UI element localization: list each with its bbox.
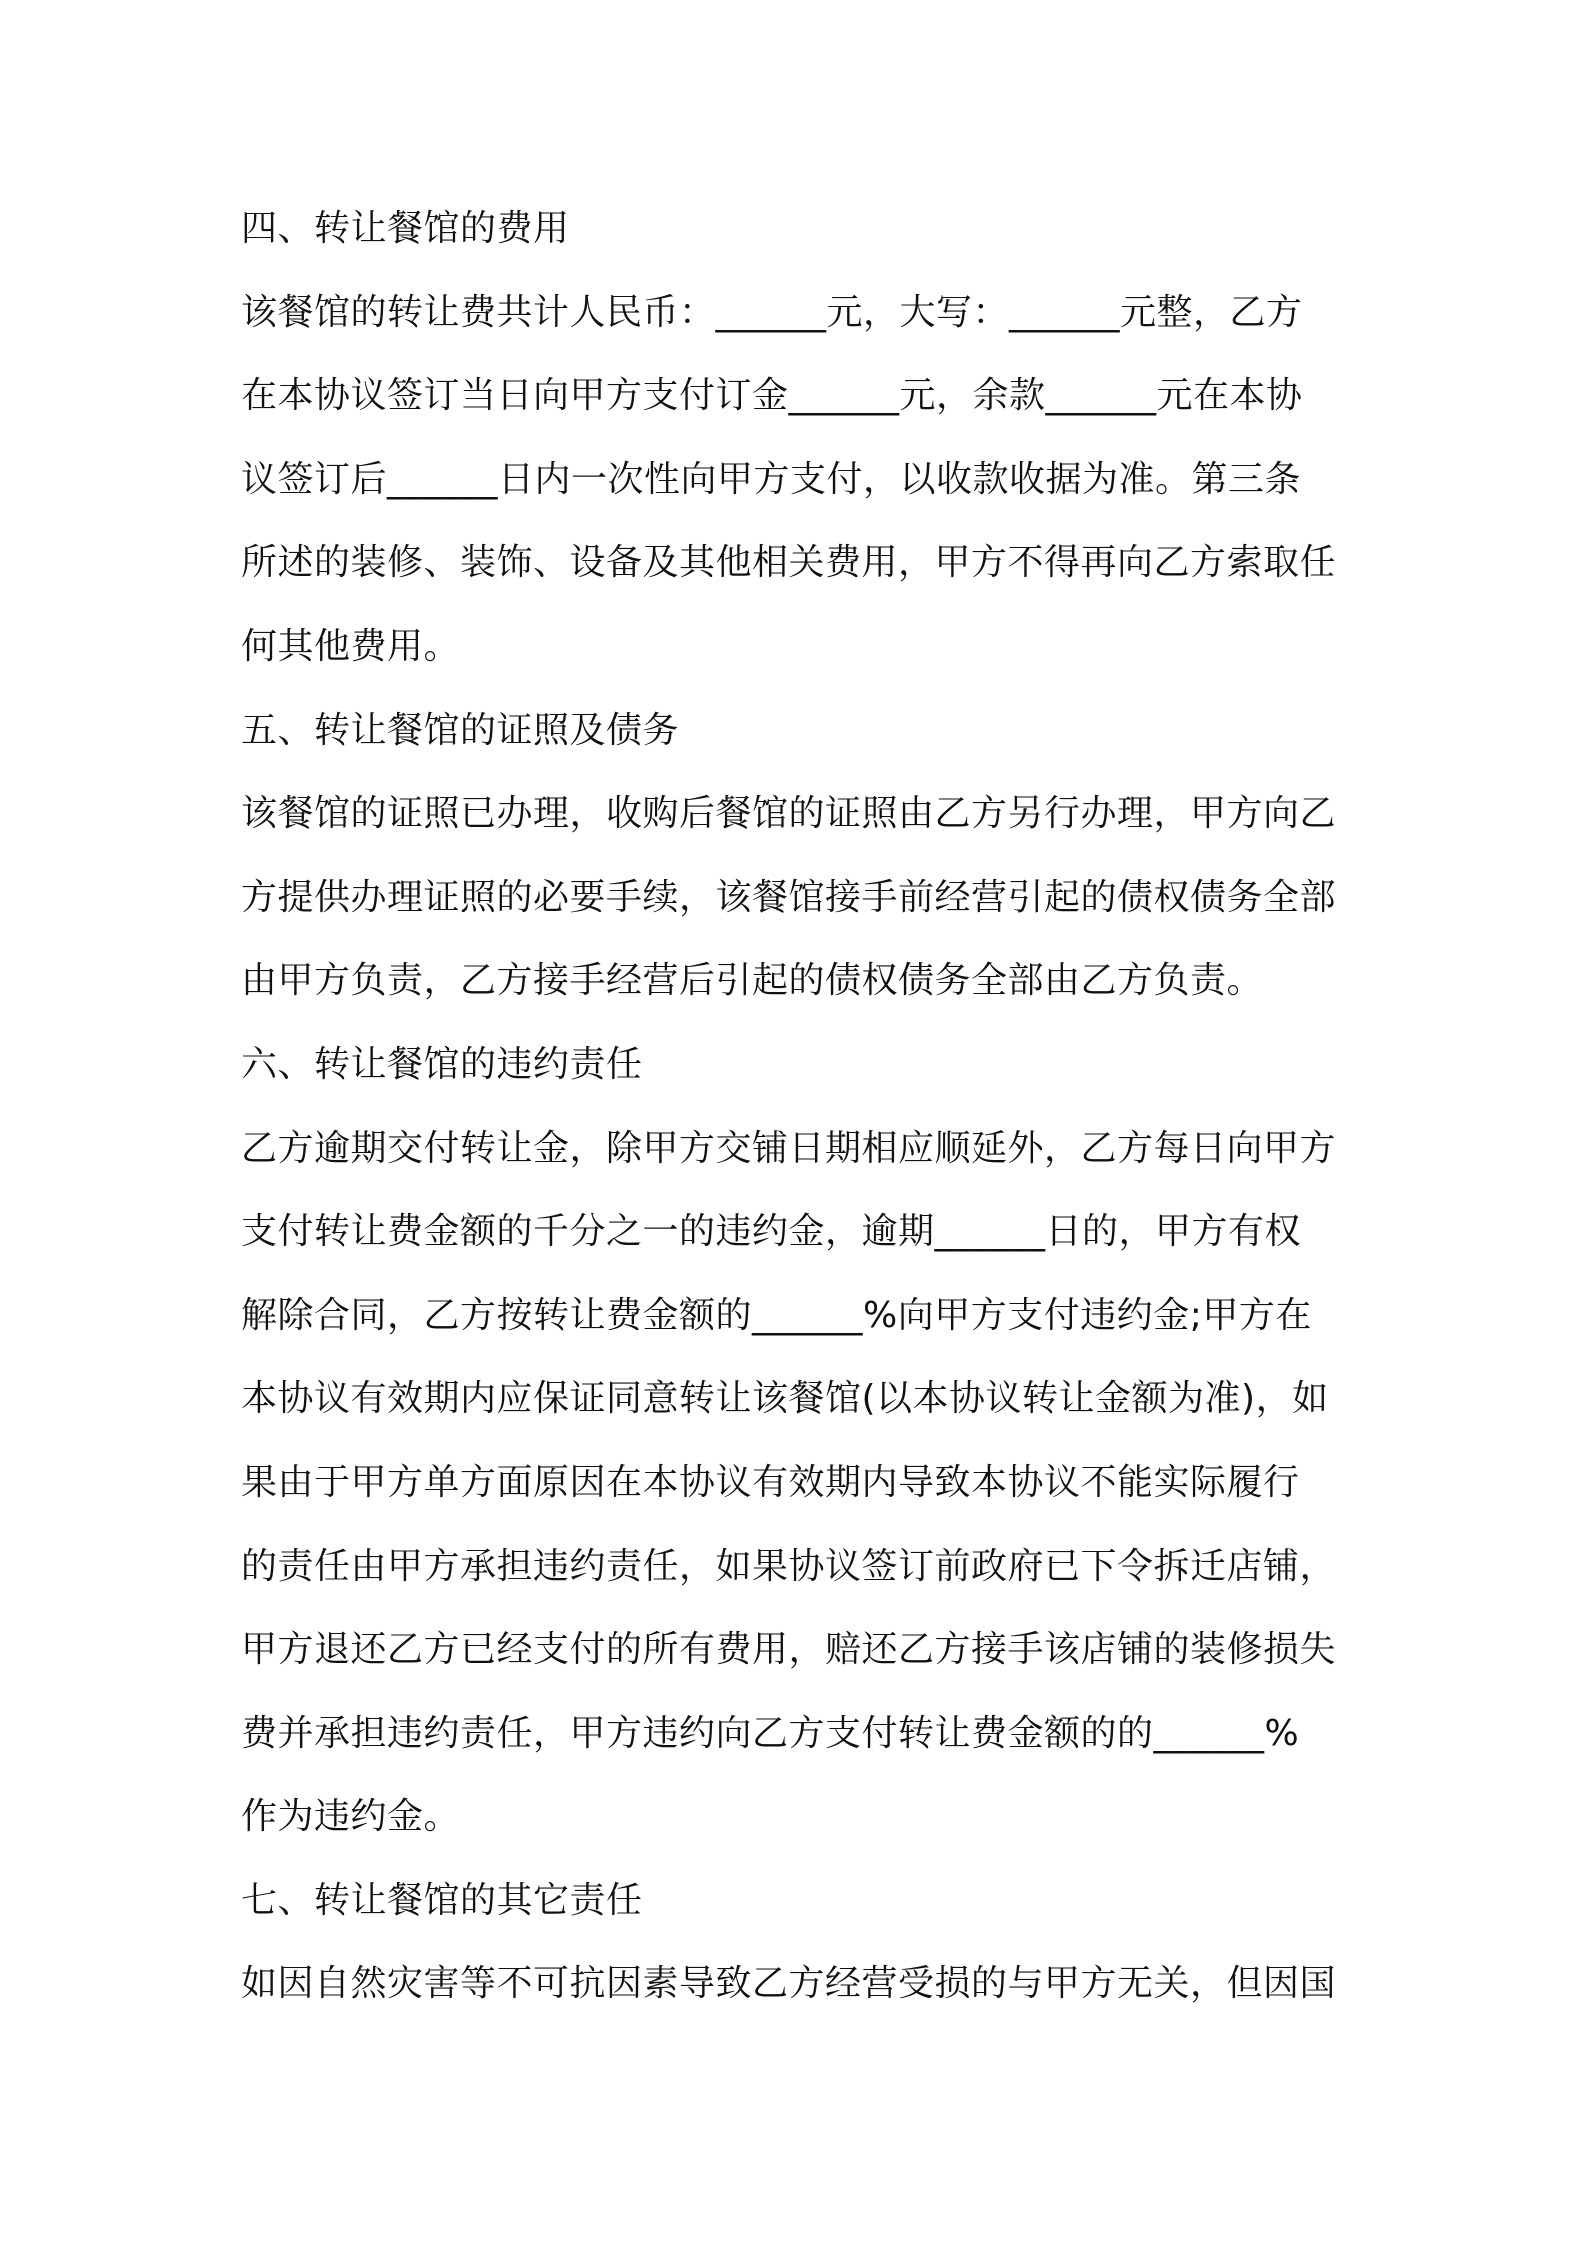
- paragraph-line: 何其他费用。: [241, 625, 461, 667]
- paragraph-line: 在本协议签订当日向甲方支付订金______元，余款______元在本协: [241, 375, 1303, 417]
- paragraph-line: 议签订后______日内一次性向甲方支付，以收款收据为准。第三条: [241, 458, 1302, 500]
- paragraph-line: 由甲方负责，乙方接手经营后引起的债权债务全部由乙方负责。: [241, 960, 1264, 1002]
- paragraph-line: 果由于甲方单方面原因在本协议有效期内导致本协议不能实际履行: [241, 1461, 1300, 1503]
- paragraph-line: 费并承担违约责任，甲方违约向乙方支付转让费金额的的______%: [241, 1712, 1300, 1754]
- paragraph-line: 甲方退还乙方已经支付的所有费用，赔还乙方接手该店铺的装修损失: [241, 1629, 1337, 1671]
- paragraph-line: 解除合同，乙方按转让费金额的______%向甲方支付违约金;甲方在: [241, 1294, 1312, 1336]
- section-heading-other-liability: 七、转让餐馆的其它责任: [241, 1879, 643, 1921]
- paragraph-line: 支付转让费金额的千分之一的违约金，逾期______日的，甲方有权: [241, 1211, 1302, 1253]
- paragraph-line: 该餐馆的证照已办理，收购后餐馆的证照由乙方另行办理，甲方向乙: [241, 793, 1337, 835]
- section-heading-fees: 四、转让餐馆的费用: [241, 208, 570, 249]
- paragraph-line: 方提供办理证照的必要手续，该餐馆接手前经营引起的债权债务全部: [241, 876, 1337, 918]
- paragraph-line: 本协议有效期内应保证同意转让该餐馆(以本协议转让金额为准)，如: [241, 1378, 1329, 1420]
- paragraph-line: 该餐馆的转让费共计人民币：______元，大写：______元整，乙方: [241, 291, 1303, 333]
- paragraph-line: 作为违约金。: [241, 1796, 461, 1838]
- document-page: [241, 199, 1361, 2038]
- paragraph-line: 如因自然灾害等不可抗因素导致乙方经营受损的与甲方无关，但因国: [241, 1963, 1337, 2005]
- paragraph-line: 的责任由甲方承担违约责任，如果协议签订前政府已下令拆迁店铺，: [241, 1545, 1337, 1587]
- paragraph-line: 所述的装修、装饰、设备及其他相关费用，甲方不得再向乙方索取任: [241, 542, 1337, 584]
- paragraph-line: 乙方逾期交付转让金，除甲方交铺日期相应顺延外，乙方每日向甲方: [241, 1127, 1337, 1169]
- section-heading-breach-liability: 六、转让餐馆的违约责任: [241, 1043, 643, 1085]
- section-heading-licenses-debts: 五、转让餐馆的证照及债务: [241, 709, 680, 751]
